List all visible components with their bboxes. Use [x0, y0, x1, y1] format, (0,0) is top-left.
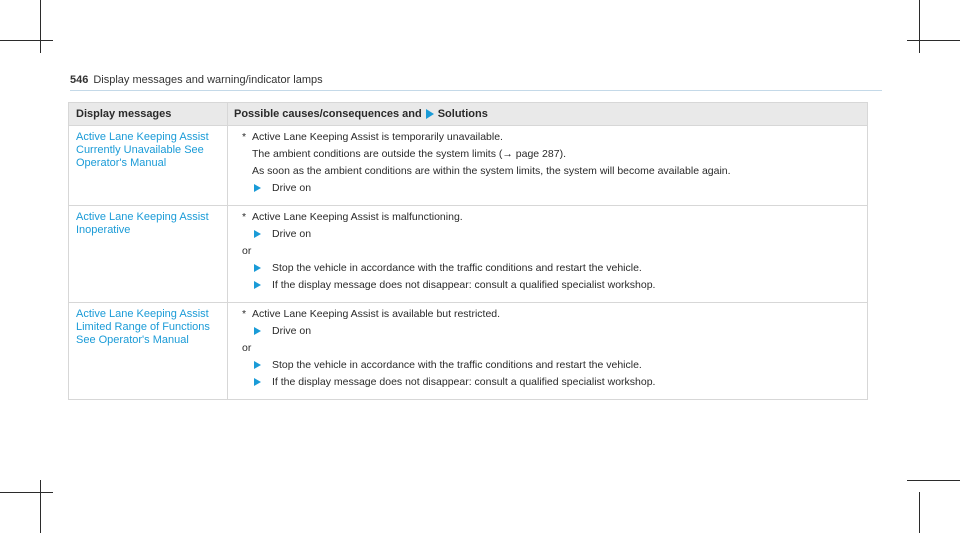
display-message-line: See Operator's Manual — [76, 334, 189, 346]
solution-label: Drive on — [272, 325, 312, 337]
crop-mark — [907, 480, 960, 481]
solution-arrow-icon — [426, 109, 434, 119]
asterisk-icon: * — [242, 211, 247, 223]
crop-mark — [907, 40, 960, 41]
solution-label: Stop the vehicle in accordance with the traffic conditions and restart the vehicle. — [272, 359, 642, 371]
solution-step — [242, 359, 861, 372]
detail-text: The ambient conditions are outside the system limits (→ page 287). — [252, 148, 566, 160]
solution-step — [242, 228, 861, 241]
cause-text — [242, 308, 861, 321]
solution-arrow-icon — [254, 230, 261, 238]
crop-mark — [40, 0, 41, 53]
causes-and-solutions — [227, 303, 867, 399]
solution-arrow-icon — [254, 184, 261, 192]
display-message-line: Active Lane Keeping Assist — [76, 131, 209, 143]
solution-step — [242, 182, 861, 195]
solution-label: Stop the vehicle in accordance with the traffic conditions and restart the vehicle. — [272, 262, 642, 274]
page-title: Display messages and warning/indicator lamps — [93, 74, 323, 86]
solution-step — [242, 376, 861, 389]
solution-arrow-icon — [254, 378, 261, 386]
display-messages-table — [68, 102, 868, 400]
page-header — [70, 74, 323, 86]
display-message-line: Active Lane Keeping Assist — [76, 308, 209, 320]
cause-text — [242, 211, 861, 224]
or-separator: or — [242, 245, 252, 257]
asterisk-icon: * — [242, 308, 247, 320]
detail-text: As soon as the ambient conditions are within the system limits, the system will become available again. — [252, 165, 731, 177]
causes-and-solutions — [227, 126, 867, 205]
display-message — [69, 303, 227, 399]
or-separator: or — [242, 342, 252, 354]
display-message-line: Operator's Manual — [76, 157, 167, 169]
crop-mark — [919, 0, 920, 53]
col-header-solutions-label: Solutions — [437, 108, 488, 120]
table-header — [69, 103, 867, 126]
asterisk-icon: * — [242, 131, 247, 143]
display-message-line: Currently Unavailable See — [76, 144, 204, 156]
cause-label: Active Lane Keeping Assist is available but restricted. — [252, 308, 501, 320]
table-row — [69, 303, 867, 399]
crop-mark — [40, 480, 41, 533]
table-row — [69, 206, 867, 303]
cause-label: Active Lane Keeping Assist is malfunctioning. — [252, 211, 463, 223]
header-rule — [70, 90, 882, 91]
display-message-line: Active Lane Keeping Assist — [76, 211, 209, 223]
causes-and-solutions — [227, 206, 867, 302]
col-header-causes-label: Possible causes/consequences and — [234, 108, 422, 120]
col-header-causes — [227, 103, 867, 125]
crop-mark — [0, 40, 53, 41]
solution-label: Drive on — [272, 228, 312, 240]
solution-arrow-icon — [254, 361, 261, 369]
solution-step — [242, 325, 861, 338]
cause-label: Active Lane Keeping Assist is temporarily unavailable. — [252, 131, 503, 143]
display-message-line: Inoperative — [76, 224, 131, 236]
display-message — [69, 206, 227, 302]
solution-step — [242, 279, 861, 292]
solution-label: If the display message does not disappear: consult a qualified specialist workshop. — [272, 376, 656, 388]
solution-step — [242, 262, 861, 275]
col-header-display-messages: Display messages — [76, 108, 172, 120]
crop-mark — [0, 492, 53, 493]
display-message-line: Limited Range of Functions — [76, 321, 210, 333]
solution-arrow-icon — [254, 327, 261, 335]
solution-label: If the display message does not disappear: consult a qualified specialist workshop. — [272, 279, 656, 291]
page-number: 546 — [70, 74, 89, 86]
display-message — [69, 126, 227, 205]
solution-label: Drive on — [272, 182, 312, 194]
cause-text — [242, 131, 861, 144]
crop-mark — [919, 492, 920, 533]
solution-arrow-icon — [254, 264, 261, 272]
solution-arrow-icon — [254, 281, 261, 289]
table-row — [69, 126, 867, 206]
